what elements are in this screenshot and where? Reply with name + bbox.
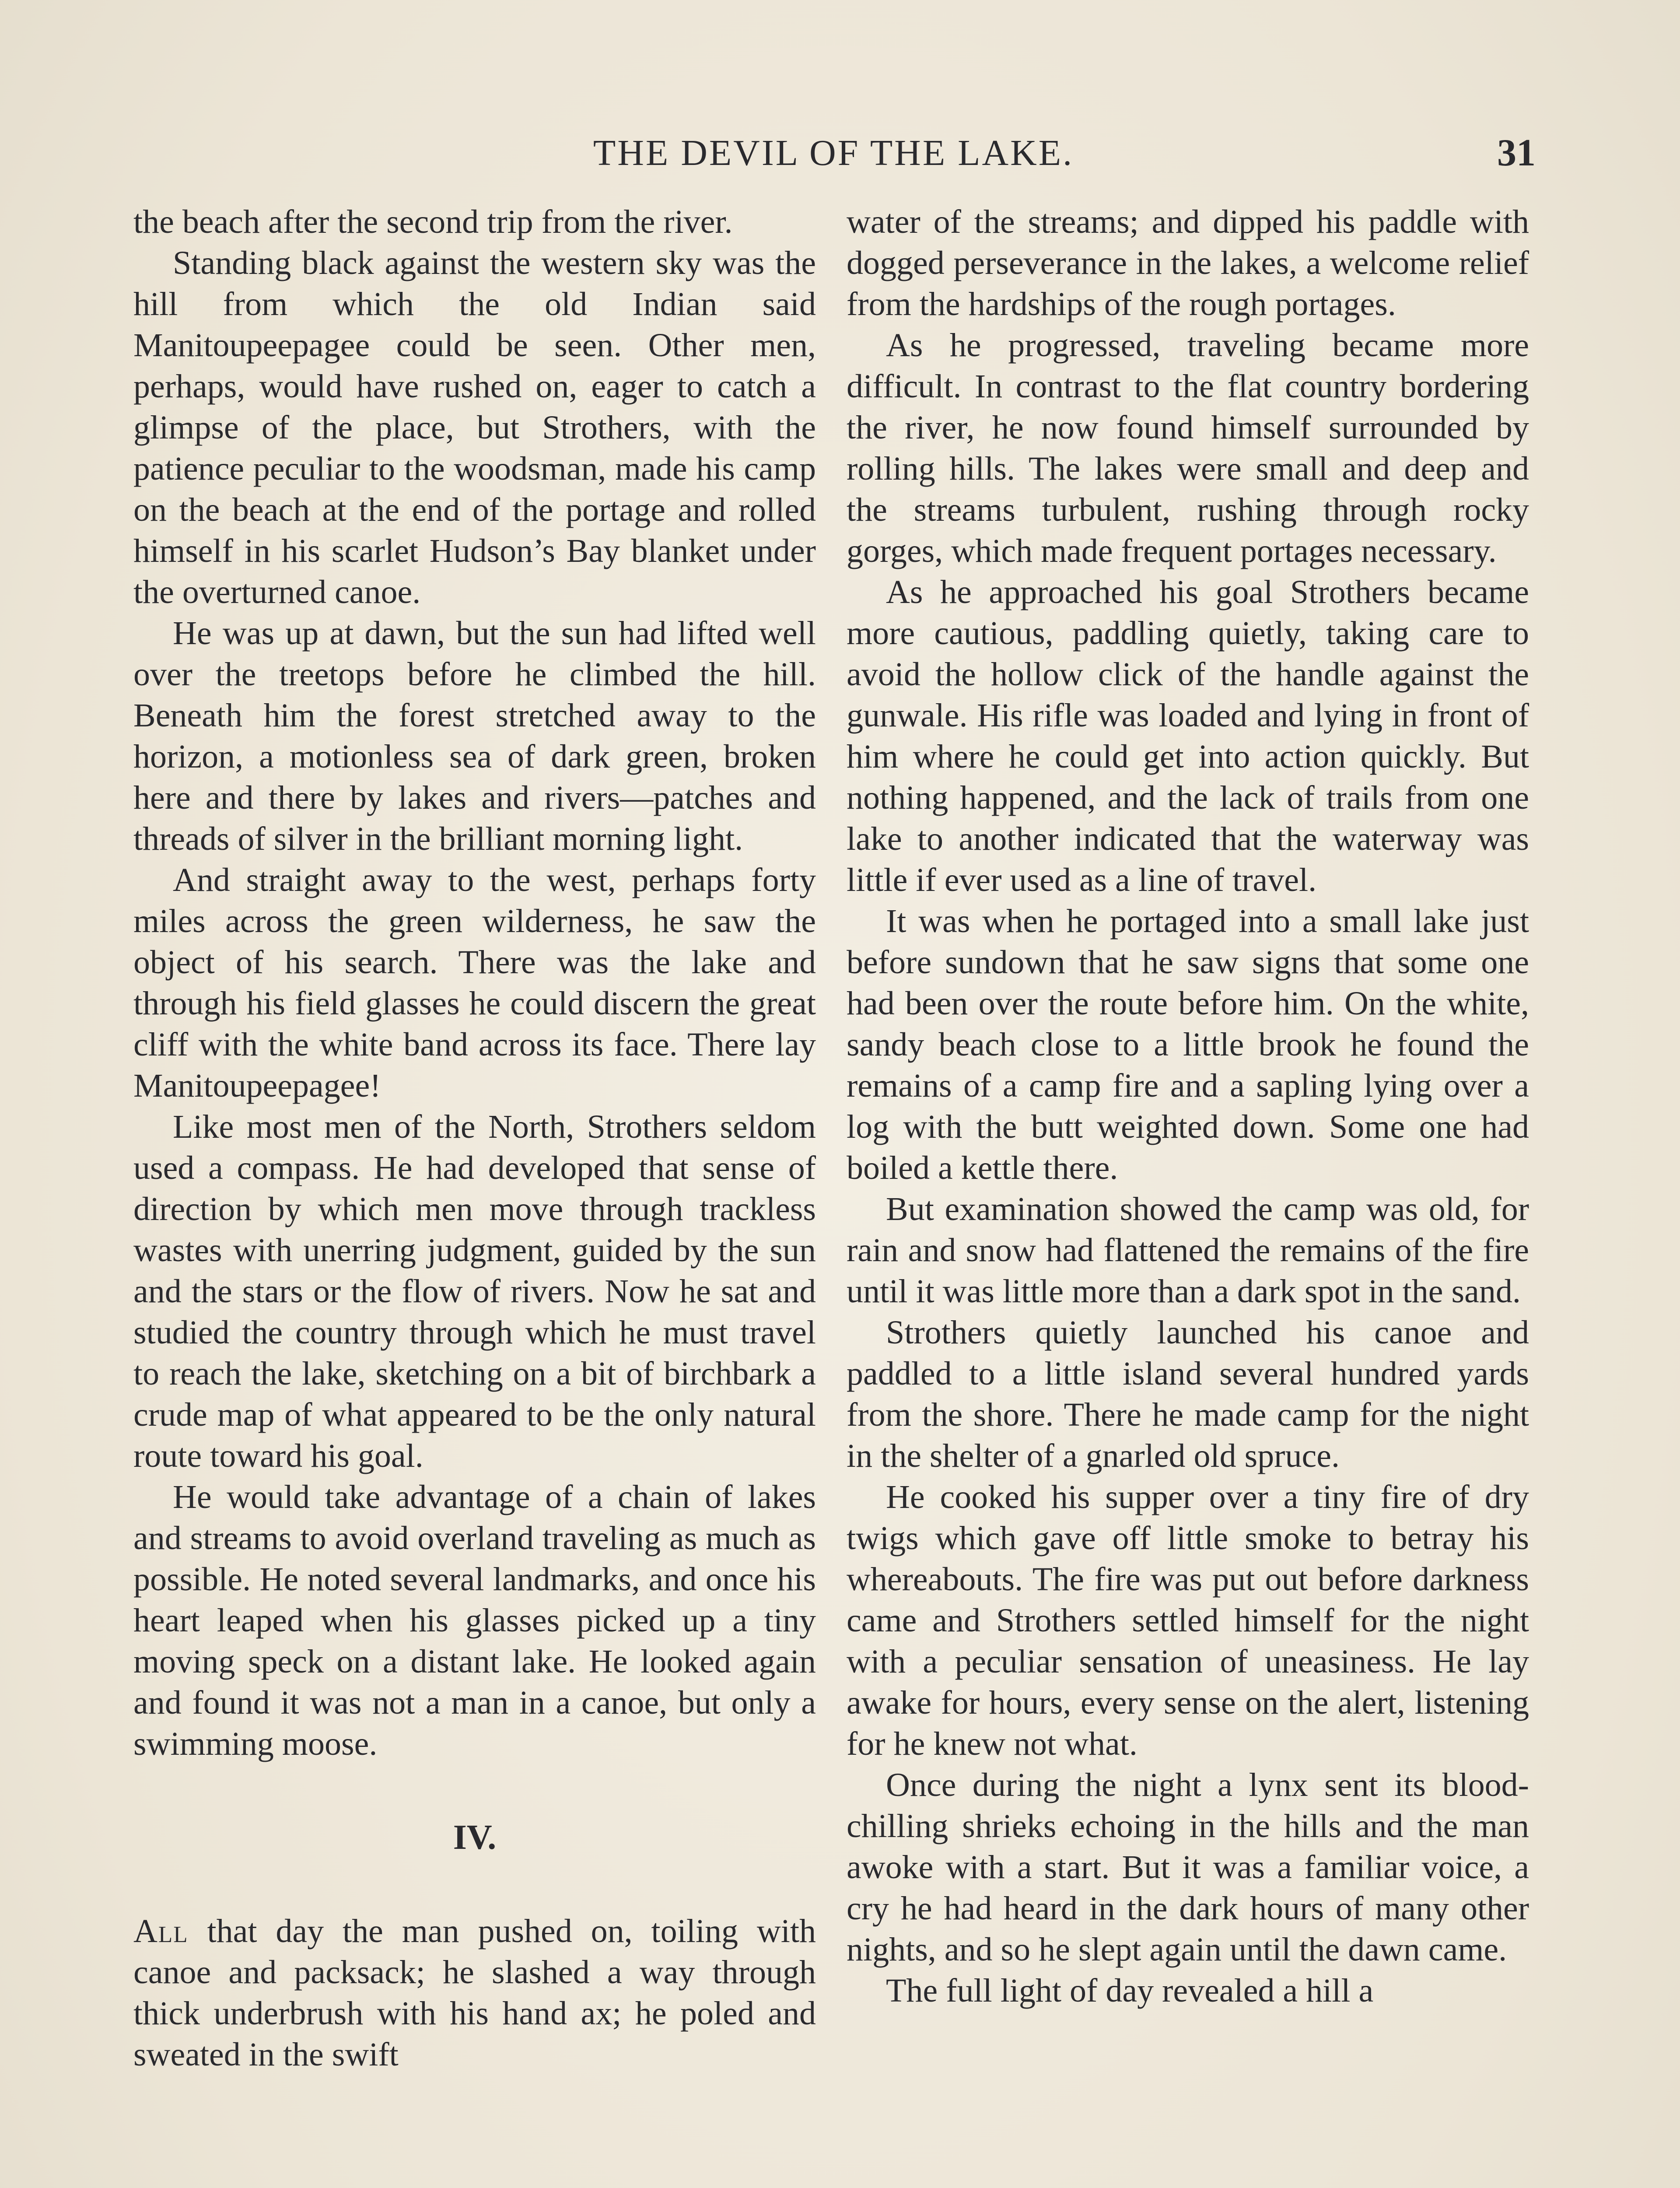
paragraph: He would take advantage of a chain of lakes and streams to avoid overland traveling as much as possible. He noted several landmarks, and once his heart leaped when his glasses picked up a tiny moving speck on a distant lake. He looked again and found it was not a man in a canoe, but only a swimming moose. xyxy=(133,1479,816,1762)
paragraph: As he approached his goal Strothers became more cautious, paddling quietly, taking care to avoid the hollow click of the handle against the gunwale. His rifle was loaded and lying in front of him where he could get into action quickly. But nothing happened, and the lack of trails from one lake to another indicated that the waterway was little if ever used as a line of travel. xyxy=(847,574,1529,898)
section-paragraph-text: that day the man pushed on, toiling with canoe and packsack; he slashed a way through thick underbrush with his hand ax; he poled and sweated in the swift xyxy=(133,1913,816,2073)
section-opening-paragraph xyxy=(133,1911,816,2075)
paragraph: And straight away to the west, perhaps forty miles across the green wilderness, he saw the object of his search. There was the lake and through his field glasses he could discern the great cliff with the white band across its face. There lay Manitoupeepagee! xyxy=(133,862,816,1104)
paragraph: It was when he portaged into a small lake just before sundown that he saw signs that some one had been over the route before him. On the white, sandy beach close to a little brook he found the remains of a camp fire and a sapling lying over a log with the butt weighted down. Some one had boiled a kettle there. xyxy=(847,903,1529,1186)
paragraph: As he progressed, traveling became more difficult. In contrast to the flat country bordering the river, he now found himself surrounded by rolling hills. The lakes were small and deep and the streams turbulent, rushing through rocky gorges, which made frequent portages necessary. xyxy=(847,327,1529,569)
left-column xyxy=(133,201,816,2075)
section-first-word: All xyxy=(133,1913,189,1950)
paragraph: He cooked his supper over a tiny fire of dry twigs which gave off little smoke to betray his whereabouts. The fire was put out before darkness came and Strothers settled himself for the night with a peculiar sensation of uneasiness. He lay awake for hours, every sense on the alert, listening for he knew not what. xyxy=(847,1479,1529,1762)
paragraph: The full light of day revealed a hill a xyxy=(886,1972,1374,2009)
paragraph: water of the streams; and dipped his paddle with dogged perseverance in the lakes, a welcome relief from the hardships of the rough portages. xyxy=(847,203,1529,323)
page-number: 31 xyxy=(1497,132,1536,174)
paragraph: Standing black against the western sky was the hill from which the old Indian said Manitoupeepagee could be seen. Other men, perhaps, would have rushed on, eager to catch a glimpse of the place, but Strothers, with the patience peculiar to the woodsman, made his camp on the beach at the end of the portage and rolled himself in his scarlet Hudson’s Bay blanket under the overturned canoe. xyxy=(133,245,816,610)
paragraph: But examination showed the camp was old, for rain and snow had flattened the remains of the fire until it was little more than a dark spot in the sand. xyxy=(847,1191,1529,1310)
section-heading: IV. xyxy=(453,1818,497,1857)
paragraph: Once during the night a lynx sent its blood-chilling shrieks echoing in the hills and the man awoke with a start. But it was a familiar voice, a cry he had heard in the dark hours of many other nights, and so he slept again until the dawn came. xyxy=(847,1767,1529,1968)
paragraph: Strothers quietly launched his canoe and paddled to a little island several hundred yards from the shore. There he made camp for the night in the shelter of a gnarled old spruce. xyxy=(847,1314,1529,1474)
running-head xyxy=(131,123,1536,184)
paragraph: He was up at dawn, but the sun had lifted well over the treetops before he climbed the hill. Beneath him the forest stretched away to the horizon, a motionless sea of dark green, broken here and there by lakes and rivers—patches and threads of silver in the brilliant morning light. xyxy=(133,615,816,857)
right-column xyxy=(847,201,1529,2011)
paragraph: the beach after the second trip from the river. xyxy=(133,203,733,240)
paragraph: Like most men of the North, Strothers seldom used a compass. He had developed that sense of direction by which men move through trackless wastes with unerring judgment, guided by the sun and the stars or the flow of rivers. Now he sat and studied the country through which he must travel to reach the lake, sketching on a bit of birchbark a crude map of what appeared to be the only natural route toward his goal. xyxy=(133,1108,816,1474)
running-title: THE DEVIL OF THE LAKE. xyxy=(593,133,1074,173)
